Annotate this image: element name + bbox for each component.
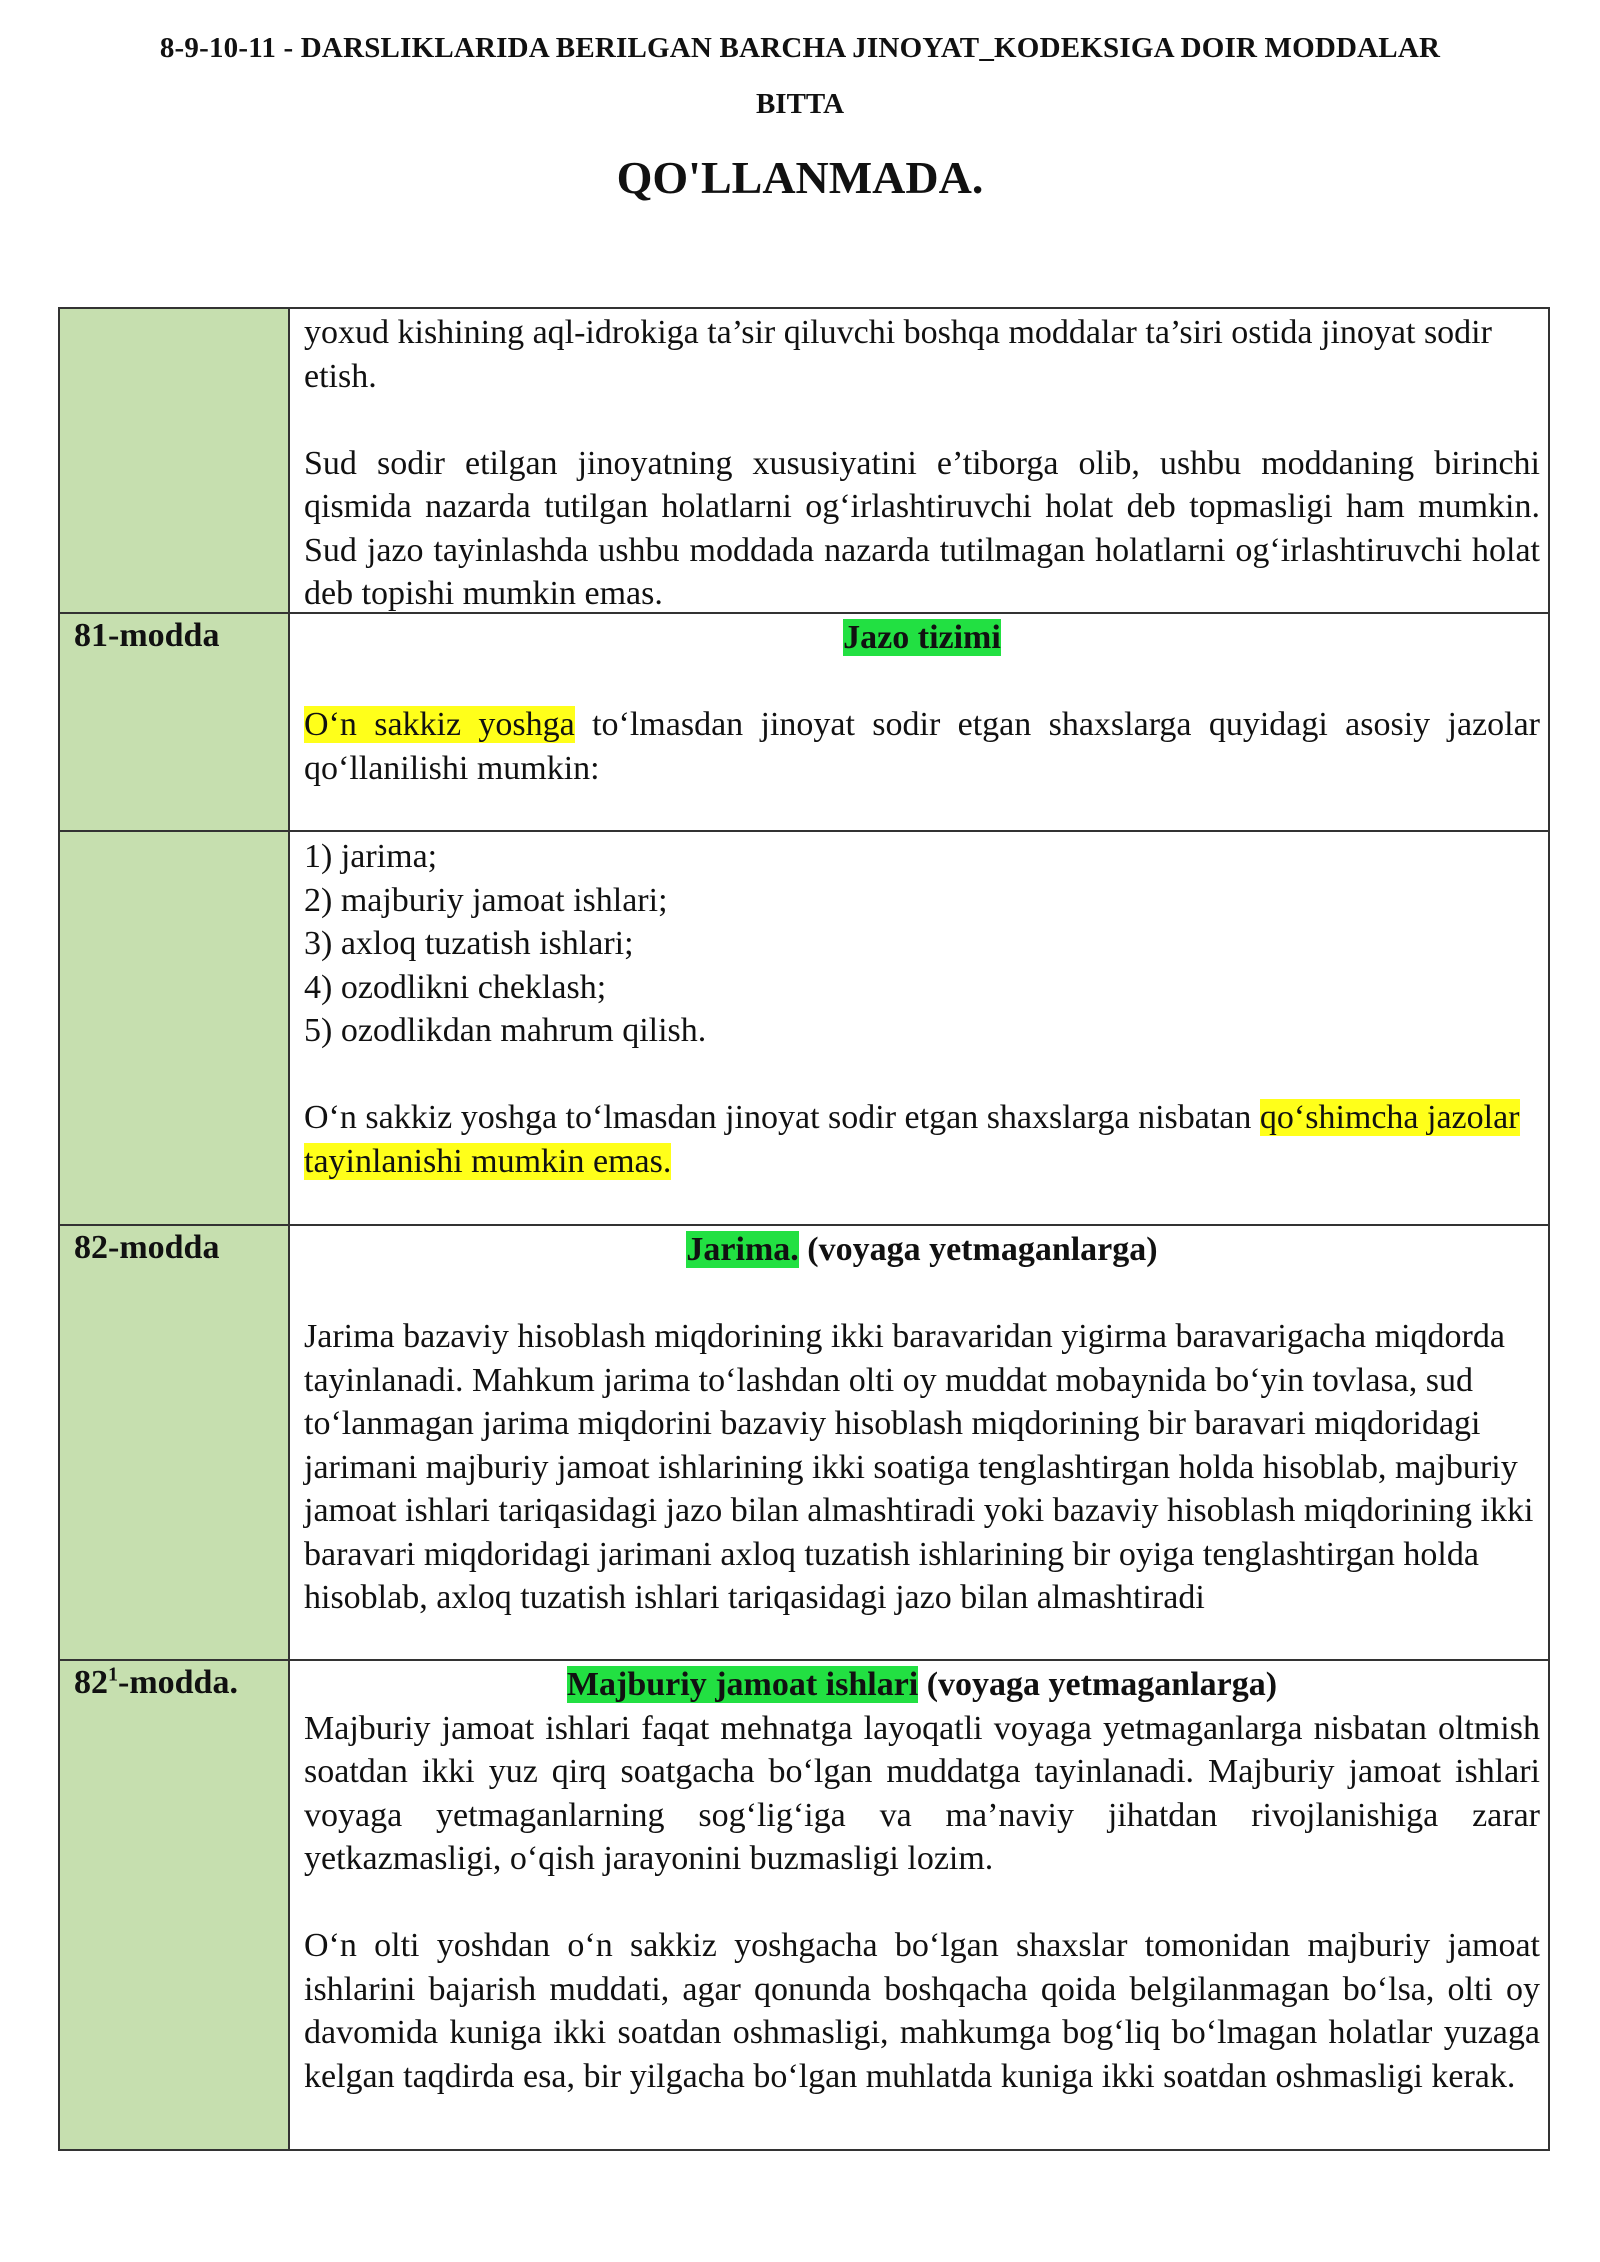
highlighted-text: qo‘shimcha jazolar tayinlanishi mumkin emas. bbox=[304, 1099, 1520, 1180]
article-title bbox=[304, 1663, 1540, 1707]
list-item: 2) majburiy jamoat ishlari; bbox=[304, 881, 668, 919]
paragraph: O‘n olti yoshdan o‘n sakkiz yoshgacha bo‘lgan shaxslar tomonidan majburiy jamoat ishlarini bajarish muddati, agar qonunda boshqacha qoida belgilanmagan bo‘lsa, olti oy davomida kuniga ikki soatdan oshmasligi, mahkumga bog‘liq bo‘lmagan holatlar yuzaga kelgan taqdirda esa, bir yilgacha bo‘lgan muhlatda kuniga ikki soatdan oshmasligi kerak. bbox=[304, 1927, 1540, 2095]
paragraph bbox=[304, 1096, 1540, 1183]
paragraph: Jarima bazaviy hisoblash miqdorining ikki baravaridan yigirma baravarigacha miqdorda tayinlanadi. Mahkum jarima to‘lashdan olti oy muddat mobaynida bo‘yin tovlasa, sud to‘lanmagan jarima miqdorini bazaviy hisoblash miqdorining bir baravari miqdoridagi jarimani majburiy jamoat ishlarining ikki soatiga tenglashtirgan holda hisoblab, majburiy jamoat ishlari tariqasidagi jazo bilan almashtiradi yoki bazaviy hisoblash miqdorining ikki baravari miqdoridagi jarimani axloq tuzatish ishlarining bir oyiga tenglashtirgan holda hisoblab, axloq tuzatish ishlari tariqasidagi jazo bilan almashtiradi bbox=[304, 1318, 1534, 1616]
list-item: 4) ozodlikni cheklash; bbox=[304, 968, 607, 1006]
paragraph: Sud sodir etilgan jinoyatning xususiyatini e’tiborga olib, ushbu moddaning birinchi qismida nazarda tutilgan holatlarni og‘irlashtiruvchi holat deb topmasligi ham mumkin. Sud jazo tayinlashda ushbu moddada nazarda tutilmagan holatlarni og‘irlashtiruvchi holat deb topishi mumkin emas. bbox=[304, 444, 1540, 612]
label-suffix: -modda. bbox=[118, 1664, 238, 1701]
table-row-continuation bbox=[304, 311, 1540, 616]
label-number: 82 bbox=[74, 1664, 108, 1701]
article-label-81: 81-modda bbox=[74, 617, 220, 654]
list-item: 5) ozodlikdan mahrum qilish. bbox=[304, 1012, 707, 1049]
paragraph-text: to‘lmasdan jinoyat sodir etgan shaxslarga quyidagi asosiy jazolar qo‘llanilishi mumkin: bbox=[304, 706, 1540, 787]
article-title-highlight: Majburiy jamoat ishlari bbox=[566, 1666, 919, 1703]
article-82-content bbox=[304, 1228, 1540, 1620]
article-label-82: 82-modda bbox=[74, 1229, 220, 1266]
header-line-1: 8-9-10-11 - DARSLIKLARIDA BERILGAN BARCHA JINOYAT_KODEKSIGA DOIR MODDALAR bbox=[159, 32, 1441, 64]
row-divider bbox=[60, 830, 1548, 832]
articles-table bbox=[58, 307, 1550, 2151]
list-item: 3) axloq tuzatish ishlari; bbox=[304, 925, 634, 962]
article-title bbox=[304, 616, 1540, 660]
article-82-1-content bbox=[304, 1663, 1540, 2098]
paragraph-text: O‘n sakkiz yoshga to‘lmasdan jinoyat sodir etgan shaxslarga nisbatan bbox=[304, 1099, 1260, 1136]
paragraph: Majburiy jamoat ishlari faqat mehnatga layoqatli voyaga yetmaganlarga nisbatan oltmish soatdan ikki yuz qirq soatgacha bo‘lgan muddatga tayinlanadi. Majburiy jamoat ishlari voyaga yetmaganlarning sog‘lig‘iga va ma’naviy jihatdan rivojlanishiga zarar yetkazmasligi, o‘qish jarayonini buzmasligi lozim. bbox=[304, 1709, 1540, 1877]
article-81-content bbox=[304, 616, 1540, 790]
page-title: QO'LLANMADA. bbox=[616, 152, 984, 203]
paragraph: yoxud kishining aql-idrokiga ta’sir qiluvchi boshqa moddalar ta’siri ostida jinoyat sodir etish. bbox=[304, 314, 1492, 395]
article-title-highlight: Jarima. bbox=[686, 1231, 799, 1268]
punishment-list-content bbox=[304, 835, 1540, 1183]
row-divider bbox=[60, 1659, 1548, 1661]
list-item: 1) jarima; bbox=[304, 838, 438, 875]
article-title-rest: (voyaga yetmaganlarga) bbox=[798, 1231, 1158, 1268]
article-title bbox=[304, 1228, 1540, 1272]
row-divider bbox=[60, 1224, 1548, 1226]
highlighted-text: O‘n sakkiz yoshga bbox=[304, 706, 575, 743]
paragraph bbox=[304, 703, 1540, 790]
label-superscript: 1 bbox=[108, 1663, 118, 1686]
header-line-2: BITTA bbox=[755, 88, 845, 120]
article-title-rest: (voyaga yetmaganlarga) bbox=[918, 1666, 1278, 1703]
article-title-highlight: Jazo tizimi bbox=[843, 619, 1001, 656]
article-label-82-1 bbox=[74, 1663, 238, 1703]
